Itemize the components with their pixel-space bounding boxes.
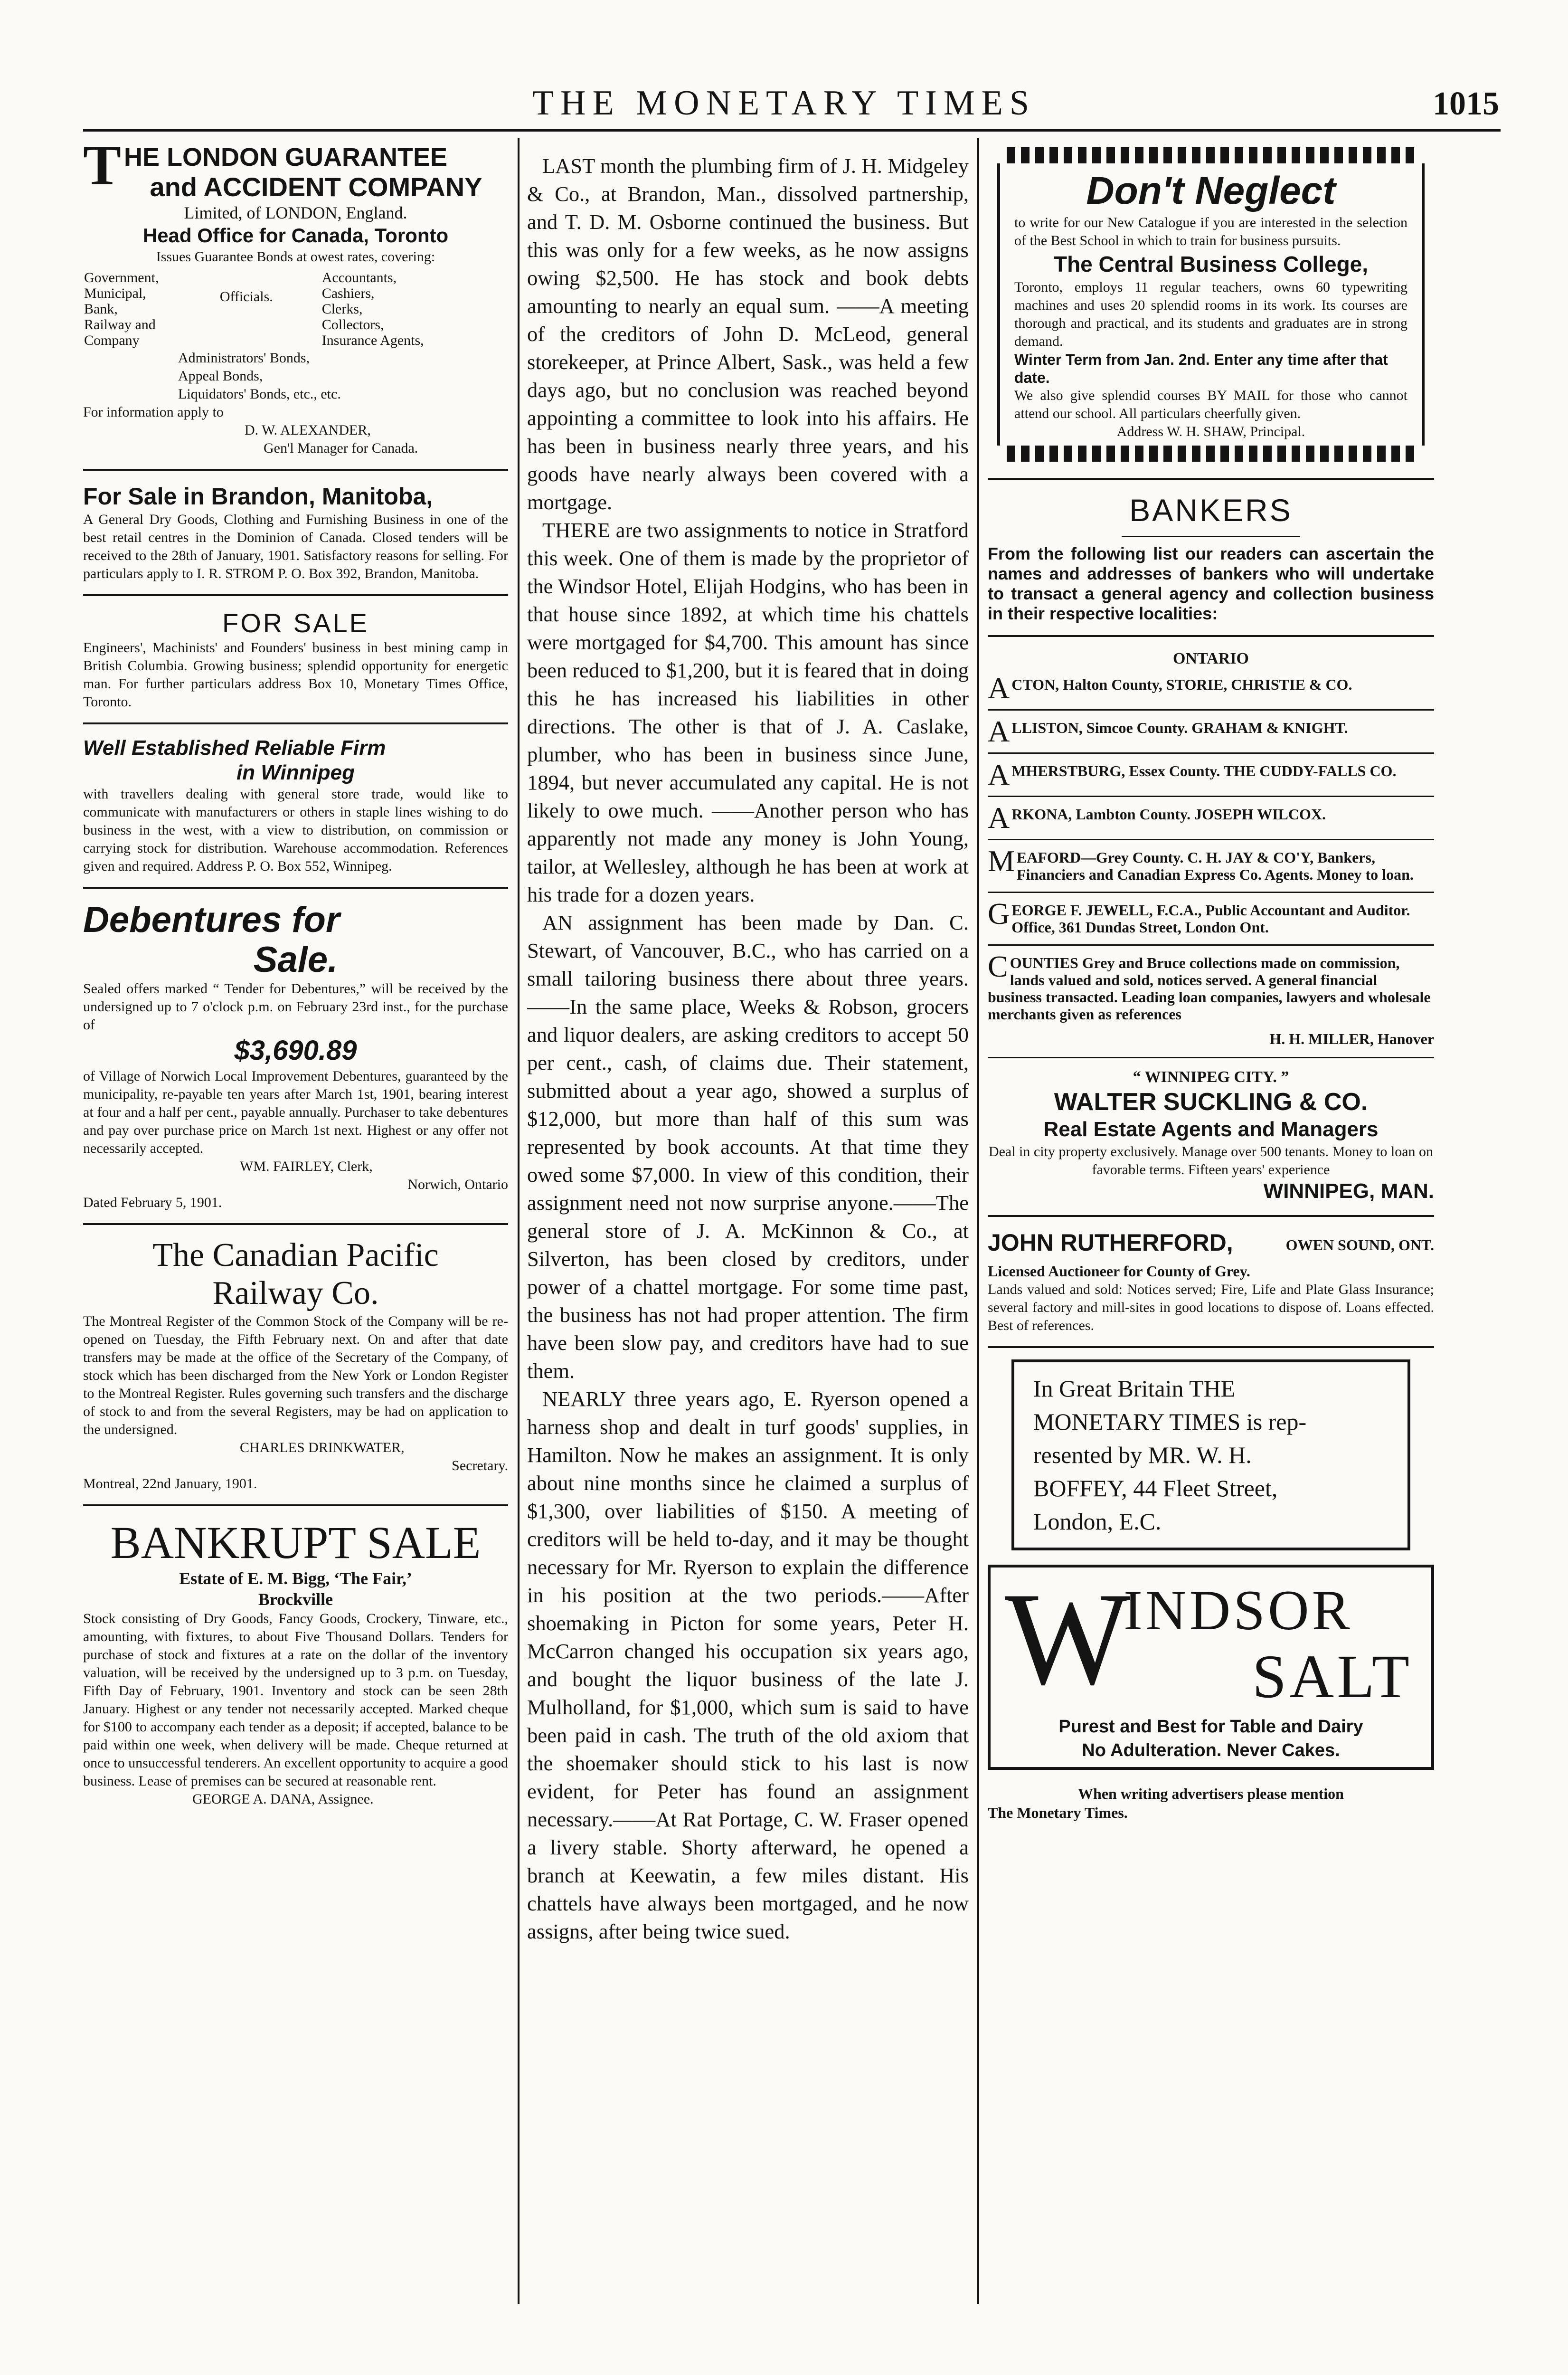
divider [988,1346,1434,1348]
banker-text: OUNTIES Grey and Bruce collections made on commission, lands valued and sold, notices served. A general financial business transacted. Leading loan companies, lawyers and wholesale merchants given as references [988,954,1431,1023]
news-paragraph: AN assignment has been made by Dan. C. Stewart, of Vancouver, B.C., who has carried on a small tailoring business there about three years.——In the same place, Weeks & Robson, grocers and liquor dealers, are asking creditors to accept 50 per cent., cash, of claims due. Their statement, submitted about a year ago, showed a surplus of $12,000, but more than half of this sum was represented by book accounts. At that time they owed some $7,000. In view of this condition, their assignment need not now surprise anyone.——The general store of J. A. McKinnon & Co., at Silverton, has been closed by creditors, under power of a chattel mortgage. For some time past, the business has not had proper attention. The firm have been slow pay, and creditors have had to sue them. [527,911,969,1383]
column-rule-right [977,138,979,2304]
neglect-title: Don't Neglect [1086,169,1336,212]
entry-rule [988,892,1434,893]
header-rule [83,129,1501,132]
college-term: Winter Term from Jan. 2nd. Enter any time after that date. [1014,351,1388,386]
drop-initial: C [988,954,1008,983]
bankrupt-sale-ad [83,1518,508,1808]
college-name: The Central Business College, [1053,252,1369,276]
coverage-item: Company [84,332,140,348]
salt-word: SALT [1252,1643,1412,1711]
london-coverage-table [83,269,508,349]
divider [988,478,1434,480]
britain-line: In Great Britain THE [1033,1375,1236,1402]
divider [83,469,508,471]
britain-line: BOFFEY, 44 Fleet Street, [1033,1475,1278,1501]
entry-rule [988,752,1434,754]
winnipeg-body: with travellers dealing with general store trade, would like to communicate with manufacturers or others in staple lines wishing to do business in the west, with a view to distribution, on commission or carrying stock for distribution. Warehouse accommodation. References given and required. Address P. O. Box 552, Winnipeg. [83,786,508,874]
windsor-salt-ad [988,1565,1434,1770]
coverage-item: Municipal, [84,285,146,301]
rutherford-town: OWEN SOUND, ONT. [1285,1236,1434,1254]
london-info: For information apply to [83,404,224,420]
short-rule [1122,536,1300,537]
news-paragraph: LAST month the plumbing firm of J. H. Midgeley & Co., at Brandon, Man., dissolved partnership, and T. D. M. Osborne continued the business. But this was only for a few weeks, as he now assigns owing $2,500. He has stock and book debts amounting to nearly an equal sum. ——A meeting of the creditors of John D. McLeod, general storekeeper, at Prince Albert, Sask., was held a few days ago, but no conclusion was reached beyond appointing a committee to look into his affairs. He has been in business nearly three years, and his goods have nearly always been covered with a mortgage. [527,154,969,514]
london-office: Head Office for Canada, Toronto [142,224,449,247]
windsor-word: INDSOR [1124,1578,1353,1642]
entry-rule [988,709,1434,711]
windsor-tagline: Purest and Best for Table and Dairy [1058,1717,1363,1737]
brandon-title: For Sale in Brandon, Manitoba, [83,483,433,510]
london-issues: Issues Guarantee Bonds at owest rates, covering: [156,249,435,265]
banker-entry [988,806,1434,830]
cpr-signature: CHARLES DRINKWATER, [240,1440,405,1455]
journal-title: THE MONETARY TIMES [532,84,1036,123]
london-name: D. W. ALEXANDER, [245,422,371,438]
column-rule-left [518,138,520,2304]
suckling-body: Deal in city property exclusively. Manage over 500 tenants. Money to loan on favorable terms. Fifteen years' experience [988,1144,1434,1178]
bankrupt-title: BANKRUPT SALE [110,1517,481,1568]
cpr-role: Secretary. [452,1458,508,1473]
divider [83,1504,508,1506]
divider [988,635,1434,637]
windsor-initial: W [1005,1565,1131,1712]
banker-text: MHERSTBURG, Essex County. THE CUDDY-FALLS CO. [1011,762,1397,779]
banker-entry [988,719,1434,744]
london-guarantee-ad [83,142,508,457]
suckling-ad [988,1067,1434,1204]
bankers-intro: From the following list our readers can ascertain the names and addresses of bankers who will undertake to transact a general agency and collection business in their respective localities: [988,544,1434,623]
london-title-2: and ACCIDENT COMPANY [150,172,482,202]
divider [988,1215,1434,1217]
coverage-item: Collectors, [321,317,384,332]
dont-neglect-ad [988,142,1434,466]
cpr-date: Montreal, 22nd January, 1901. [83,1476,257,1492]
drop-initial: A [988,806,1010,830]
debentures-amount: $3,690.89 [234,1035,357,1066]
bankers-title: BANKERS [1129,493,1293,528]
footer-line: When writing advertisers please mention [1078,1785,1344,1802]
banker-text: LLISTON, Simcoe County. GRAHAM & KNIGHT. [1011,719,1348,736]
winnipeg-title-2: in Winnipeg [236,761,355,784]
drop-initial: A [988,719,1010,744]
debentures-signature: WM. FAIRLEY, Clerk, [240,1159,373,1174]
suckling-sub: Real Estate Agents and Managers [1043,1118,1379,1141]
bankrupt-town: Brockville [258,1590,333,1609]
college-mail: We also give splendid courses BY MAIL for those who cannot attend our school. All particulars cheerfully given. [1014,388,1407,421]
brandon-body: A General Dry Goods, Clothing and Furnishing Business in one of the best retail centres in the Dominion of Canada. Closed tenders will be received to the 28th of January, 1901. Satisfactory reasons for selling. For particulars apply to I. R. STROM P. O. Box 392, Brandon, Manitoba. [83,512,508,581]
page-header [0,83,1568,131]
debentures-place: Norwich, Ontario [407,1177,508,1192]
for-sale-body: Engineers', Machinists' and Founders' business in best mining camp in British Columbia. Growing business; splendid opportunity for energetic man. For further particulars address Box 10, Monetary Times Office, Toronto. [83,640,508,710]
coverage-item: Insurance Agents, [321,332,424,348]
britain-line: MONETARY TIMES is rep- [1033,1408,1307,1435]
debentures-title: Debentures for [83,900,340,940]
page-number: 1015 [1433,86,1499,122]
cpr-body: The Montreal Register of the Common Stock of the Company will be re-opened on Tuesday, the Fifth February next. On and after that date transfers may be made at the office of the Secretary of the Company, of stock which has been discharged from the New York or London Register to the Montreal Register. Rules governing such transfers and the discharge of stock to and from the several Registers, may be had on application to the undersigned. [83,1313,508,1437]
london-role: Gen'l Manager for Canada. [264,440,418,456]
middle-column [527,152,969,2299]
right-column [988,142,1434,2290]
entry-rule [988,1057,1434,1058]
britain-notice [1011,1359,1410,1550]
neglect-intro: to write for our New Catalogue if you are interested in the selection of the Best School in which to train for business pursuits. [1014,215,1407,248]
province-heading: ONTARIO [1173,650,1249,667]
drop-initial: M [988,849,1015,878]
banker-text: RKONA, Lambton County. JOSEPH WILCOX. [1011,806,1326,823]
drop-initial: A [988,762,1010,787]
divider [83,594,508,596]
drop-initial: A [988,676,1010,701]
rutherford-name: JOHN RUTHERFORD, [988,1229,1233,1256]
banker-entry [988,762,1434,787]
london-title: HE LONDON GUARANTEE [124,143,448,171]
rutherford-body: Lands valued and sold: Notices served; Fire, Life and Plate Glass Insurance; several factory and mill-sites in good locations to dispose of. Loans effected. Best of references. [988,1282,1434,1333]
windsor-tagline-2: No Adulteration. Never Cakes. [1082,1740,1340,1760]
entry-rule [988,839,1434,840]
banker-entry [988,849,1434,883]
cpr-ad [83,1236,508,1493]
bond-item: Administrators' Bonds, [178,350,310,366]
divider [83,1223,508,1225]
debentures-body: Sealed offers marked “ Tender for Debentures,” will be received by the undersigned up to 7 o'clock p.m. on February 23rd inst., for the purchase of [83,981,508,1033]
bankrupt-body: Stock consisting of Dry Goods, Fancy Goods, Crockery, Tinware, etc., amounting, with fixtures, to about Five Thousand Dollars. Tenders for purchase of stock and fixtures at a rate on the dollar of the inventory valuation, will be received by the undersigned up to 3 p.m. on Tuesday, Fifth Day of February, 1901. Inventory and stock can be seen 28th January. Highest or any tender not necessarily accepted. Marked cheque for $100 to accompany each tender as a deposit; if accepted, balance to be paid within one week, when delivery will be made. Cheque returned at once to unsuccessful tenderers. An excellent opportunity to acquire a good business. Lease of premises can be secured at reasonable rent. [83,1611,508,1789]
debentures-ad [83,900,508,1212]
divider [83,887,508,889]
london-subtitle: Limited, of LONDON, England. [184,203,407,222]
banker-entry [988,954,1434,1023]
coverage-item: Clerks, [321,301,363,317]
suckling-name: WALTER SUCKLING & CO. [1054,1088,1368,1116]
entry-rule [988,796,1434,797]
bankers-section [988,491,1434,1048]
britain-line: resented by MR. W. H. [1033,1442,1252,1468]
banker-text: EORGE F. JEWELL, F.C.A., Public Accountant and Auditor. Office, 361 Dundas Street, London Ont. [1011,902,1410,936]
news-paragraph: NEARLY three years ago, E. Ryerson opened a harness shop and dealt in turf goods' supplies, in Hamilton. Now he makes an assignment. It is only about nine months since he claimed a surplus of $1,300, over liabilities of $150. A meeting of creditors will be held to-day, and it may be thought necessary for Mr. Ryerson to explain the difference in his position at the two periods.——After shoemaking in Picton for some years, Peter H. McCarron changed his occupation six years ago, and bought the liquor business of the late J. Mulholland, for $1,000, which sum is said to have been paid in cash. The truth of the old axiom that the shoemaker should stick to his last is now evident, for Peter has found an assignment necessary.——At Rat Portage, C. W. Fraser opened a livery stable. Shorty afterward, he opened a branch at Keewatin, a few miles distant. His chattels have always been mortgaged, and he now assigns, after being twice sued. [527,1387,969,1943]
coverage-item: Government, [84,270,159,285]
winnipeg-title: Well Established Reliable Firm [83,736,386,760]
wavy-border-bottom [1007,446,1415,462]
coverage-item: Accountants, [321,270,397,285]
for-sale-ad [83,608,508,711]
cpr-title-2: Railway Co. [212,1275,379,1311]
footer-note [988,1784,1434,1822]
wavy-border-top [1007,147,1415,163]
drop-initial: G [988,902,1010,931]
cpr-title: The Canadian Pacific [152,1237,439,1273]
footer-line-2: The Monetary Times. [988,1804,1128,1821]
suckling-city: “ WINNIPEG CITY. ” [1133,1068,1289,1086]
coverage-item: Railway and [84,317,156,332]
coverage-item: Bank, [84,301,118,317]
bond-item: Appeal Bonds, [178,368,263,384]
left-column [83,142,508,2290]
entry-rule [988,944,1434,946]
debentures-date: Dated February 5, 1901. [83,1195,222,1210]
rutherford-sub: Licensed Auctioneer for County of Grey. [988,1263,1250,1280]
bankrupt-estate: Estate of E. M. Bigg, ‘The Fair,’ [179,1569,412,1588]
college-address: Address W. H. SHAW, Principal. [1116,424,1305,439]
bankrupt-signature: GEORGE A. DANA, Assignee. [192,1791,374,1807]
news-paragraph: THERE are two assignments to notice in Stratford this week. One of them is made by the proprietor of the Windsor Hotel, Elijah Hodgins, who has been in that house since 1892, at which time his chattels were mortgaged for $4,700. This amount has since been reduced to $1,200, but it is feared that in doing this he has increased his liabilities in other directions. The other is that of J. A. Caslake, plumber, who has been in business since June, 1894, but never accumulated any capital. He is not likely to owe much. ——Another person who has apparently not made any money is John Young, tailor, at Wellesley, although he has been at work at his trade for a dozen years. [527,518,969,906]
banker-entry [988,902,1434,936]
banker-text: CTON, Halton County, STORIE, CHRISTIE & CO. [1011,676,1352,693]
debentures-body-2: of Village of Norwich Local Improvement Debentures, guaranteed by the municipality, re-payable ten years after March 1st, 1901, bearing interest at four and a half per cent., payable annually. Purchaser to take debentures and pay over purchase price on March 1st next. Highest or any offer not necessarily accepted. [83,1068,508,1156]
britain-line: London, E.C. [1033,1508,1162,1535]
debentures-title-2: Sale. [253,940,338,980]
brandon-ad [83,482,508,583]
drop-cap-t: T [83,142,122,197]
officials-label: Officials. [219,289,273,304]
for-sale-title: FOR SALE [222,608,369,638]
suckling-place: WINNIPEG, MAN. [1263,1179,1434,1203]
miller-signature: H. H. MILLER, Hanover [1269,1030,1434,1047]
winnipeg-firm-ad [83,736,508,875]
banker-text: EAFORD—Grey County. C. H. JAY & CO'Y, Bankers, Financiers and Canadian Express Co. Agents. Money to loan. [1016,849,1414,883]
divider [83,722,508,724]
coverage-item: Cashiers, [321,285,375,301]
college-body: Toronto, employs 11 regular teachers, owns 60 typewriting machines and uses 20 splendid rooms in its work. Its courses are thorough and practical, and its students and graduates are in strong demand. [1014,279,1407,349]
rutherford-ad [988,1228,1434,1335]
banker-entry [988,676,1434,701]
bond-item: Liquidators' Bonds, etc., etc. [178,386,341,402]
